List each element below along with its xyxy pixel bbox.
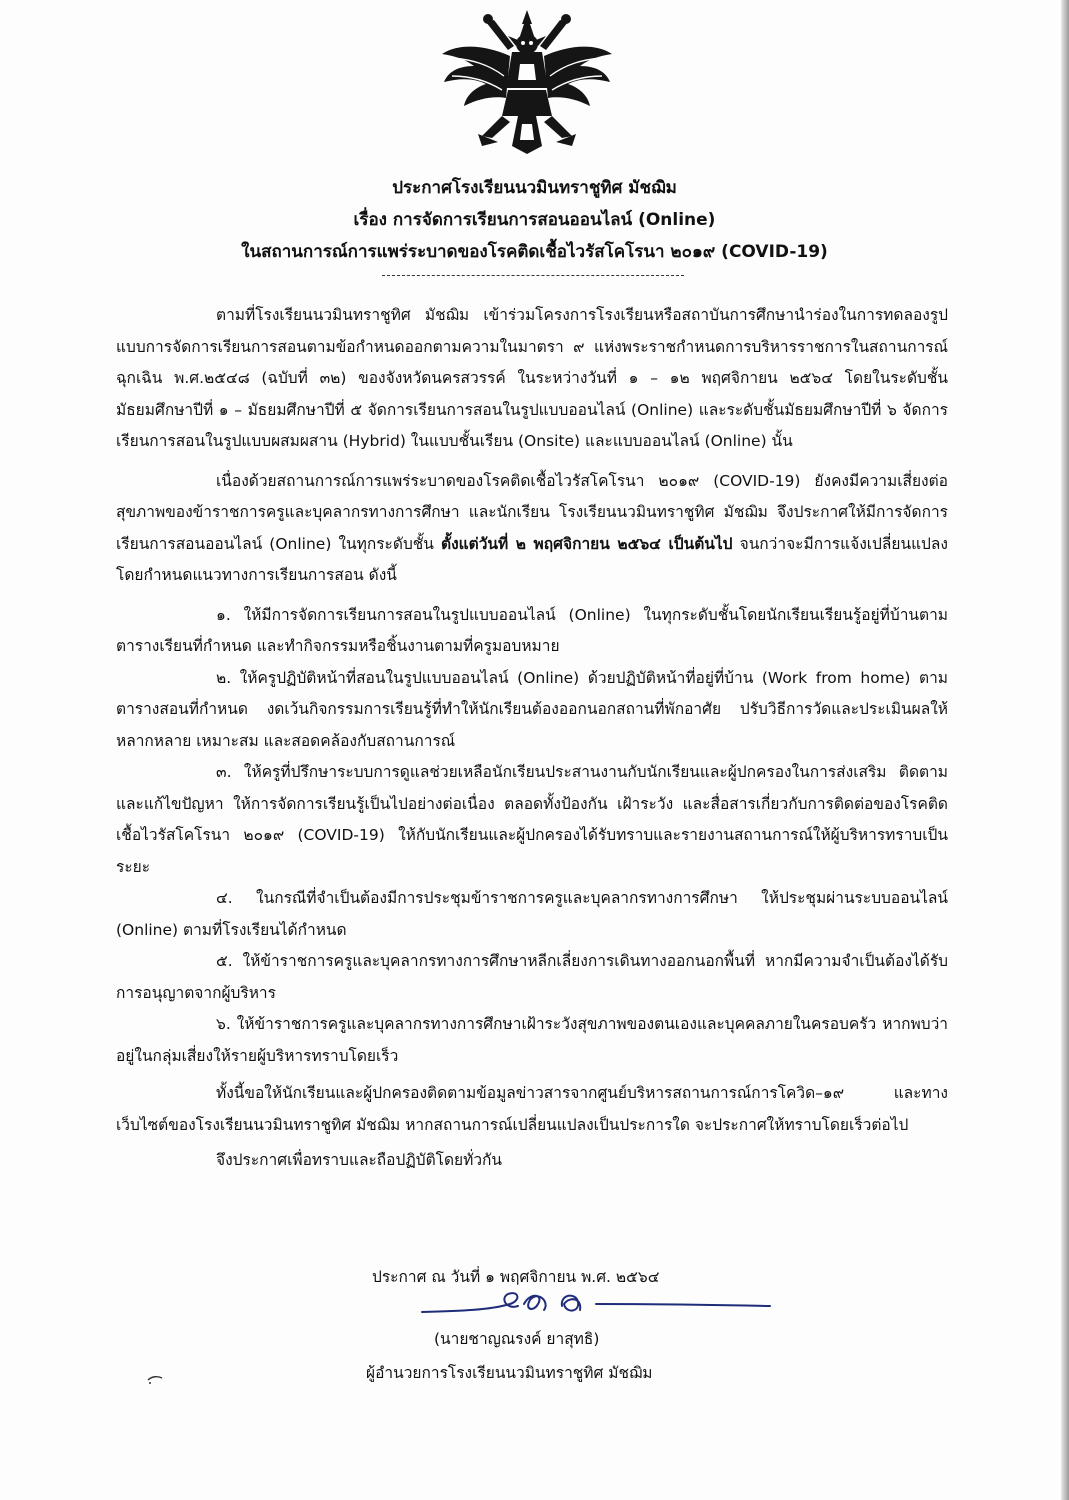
announcement-body	[116, 300, 948, 1177]
announcement-date: ประกาศ ณ วันที่ ๑ พฤศจิกายน พ.ศ. ๒๕๖๔	[372, 1268, 660, 1286]
paragraph-announcement-tail: จนกว่าจะมีการแจ้งเปลี่ยนแปลง โดยกำหนดแนวทางการเรียนการสอน ดังนี้	[116, 534, 948, 584]
guideline-item-1: ๑. ให้มีการจัดการเรียนการสอนในรูปแบบออนไลน์ (Online) ในทุกระดับชั้นโดยนักเรียนเรียนรู้อยู่ที่บ้านตามตารางเรียนที่กำหนด และทำกิจกรรมหรือชิ้นงานตามที่ครูมอบหมาย	[116, 605, 948, 655]
paragraph-closing-2: จึงประกาศเพื่อทราบและถือปฏิบัติโดยทั่วกัน	[216, 1151, 503, 1169]
paragraph-background: ตามที่โรงเรียนนวมินทราชูทิศ มัชฌิม เข้าร่วมโครงการโรงเรียนหรือสถาบันการศึกษานำร่องในการทดลองรูปแบบการจัดการเรียนการสอนตามข้อกำหนดออกตามความในมาตรา ๙ แห่งพระราชกำหนดการบริหารราชการในสถานการณ์ฉุกเฉิน พ.ศ.๒๕๔๘ (ฉบับที่ ๓๒) ของจังหวัดนครสวรรค์ ในระหว่างวันที่ ๑ – ๑๒ พฤศจิกายน ๒๕๖๔ โดยในระดับชั้นมัธยมศึกษาปีที่ ๑ – มัธยมศึกษาปีที่ ๕ จัดการเรียนการสอนในรูปแบบออนไลน์ (Online) และระดับชั้นมัธยมศึกษาปีที่ ๖ จัดการเรียนการสอนในรูปแบบผสมผสาน (Hybrid) ในแบบชั้นเรียน (Onsite) และแบบออนไลน์ (Online) นั้น	[116, 306, 948, 450]
title-line-1: ประกาศโรงเรียนนวมินทราชูทิศ มัชฌิม	[392, 178, 677, 198]
paragraph-closing: ทั้งนี้ขอให้นักเรียนและผู้ปกครองติดตามข้อมูลข่าวสารจากศูนย์บริหารสถานการณ์การโควิด–๑๙ และทางเว็บไซต์ของโรงเรียนนวมินทราชูทิศ มัชฌิม หากสถานการณ์เปลี่ยนแปลงเป็นประการใด จะประกาศให้ทราบโดยเร็วต่อไป	[116, 1084, 948, 1134]
guideline-item-5: ๕. ให้ข้าราชการครูและบุคลากรทางการศึกษาหลีกเลี่ยงการเดินทางออกนอกพื้นที่ หากมีความจำเป็นต้องได้รับการอนุญาตจากผู้บริหาร	[116, 952, 948, 1002]
paragraph-announcement-text: เนื่องด้วยสถานการณ์การแพร่ระบาดของโรคติดเชื้อไวรัสโคโรนา ๒๐๑๙ (COVID-19) ยังคงมีความเสี่ยงต่อสุขภาพของข้าราชการครูและบุคลากรทางการศึกษา และนักเรียน โรงเรียนนวมินทราชูทิศ มัชฌิม จึงประกาศให้มีการจัดการเรียนการสอนออนไลน์ (Online) ในทุกระดับชั้น	[116, 471, 948, 553]
title-divider	[382, 275, 684, 276]
title-line-2: เรื่อง การจัดการเรียนการสอนออนไลน์ (Online)	[353, 210, 716, 230]
signer-name: (นายชาญณรงค์ ยาสุทธิ)	[434, 1330, 600, 1348]
announcement-title	[0, 172, 1069, 268]
garuda-emblem-icon	[438, 6, 616, 156]
signer-position: ผู้อำนวยการโรงเรียนนวมินทราชูทิศ มัชฌิม	[366, 1364, 653, 1382]
stray-ink-mark	[146, 1370, 166, 1386]
guideline-item-4: ๔. ในกรณีที่จำเป็นต้องมีการประชุมข้าราชการครูและบุคลากรทางการศึกษา ให้ประชุมผ่านระบบออนไลน์ (Online) ตามที่โรงเรียนได้กำหนด	[116, 889, 948, 939]
paragraph-announcement	[116, 466, 948, 592]
guideline-item-6: ๖. ให้ข้าราชการครูและบุคลากรทางการศึกษาเฝ้าระวังสุขภาพของตนเองและบุคคลภายในครอบครัว หากพบว่าอยู่ในกลุ่มเสี่ยงให้รายผู้บริหารทราบโดยเร็ว	[116, 1015, 948, 1065]
title-line-3: ในสถานการณ์การแพร่ระบาดของโรคติดเชื้อไวรัสโคโรนา ๒๐๑๙ (COVID-19)	[241, 242, 828, 262]
effective-date: ตั้งแต่วันที่ ๒ พฤศจิกายน ๒๕๖๔ เป็นต้นไป	[441, 534, 733, 553]
guideline-item-2: ๒. ให้ครูปฏิบัติหน้าที่สอนในรูปแบบออนไลน์ (Online) ด้วยปฏิบัติหน้าที่อยู่ที่บ้าน (Work from home) ตามตารางสอนที่กำหนด งดเว้นกิจกรรมการเรียนรู้ที่ทำให้นักเรียนต้องออกนอกสถานที่พักอาศัย ปรับวิธีการวัดและประเมินผลให้หลากหลาย เหมาะสม และสอดคล้องกับสถานการณ์	[116, 668, 948, 750]
guideline-item-3: ๓. ให้ครูที่ปรึกษาระบบการดูแลช่วยเหลือนักเรียนประสานงานกับนักเรียนและผู้ปกครองในการส่งเสริม ติดตาม และแก้ไขปัญหา ให้การจัดการเรียนรู้เป็นไปอย่างต่อเนื่อง ตลอดทั้งป้องกัน เฝ้าระวัง และสื่อสารเกี่ยวกับการติดต่อของโรคติดเชื้อไวรัสโคโรนา ๒๐๑๙ (COVID-19) ให้กับนักเรียนและผู้ปกครองได้รับทราบและรายงานสถานการณ์ให้ผู้บริหารทราบเป็นระยะ	[116, 763, 948, 876]
